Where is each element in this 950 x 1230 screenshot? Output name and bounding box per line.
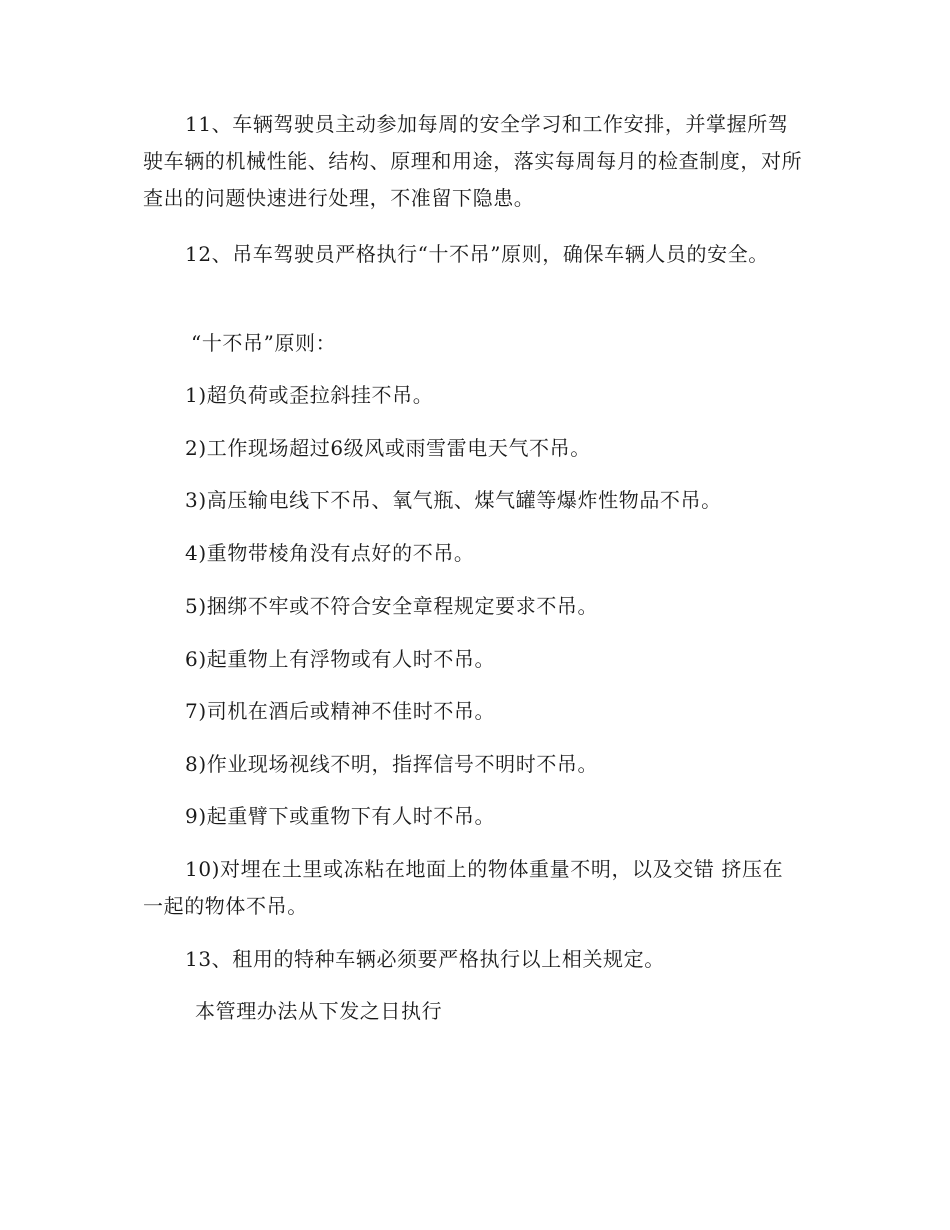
list-item-8: 8)作业现场视线不明，指挥信号不明时不吊。 bbox=[185, 752, 599, 776]
list-item-7: 7)司机在酒后或精神不佳时不吊。 bbox=[185, 699, 496, 723]
closing-statement: 本管理办法从下发之日执行 bbox=[195, 999, 443, 1023]
list-item-4: 4)重物带棱角没有点好的不吊。 bbox=[185, 541, 475, 565]
list-item-1: 1)超负荷或歪拉斜挂不吊。 bbox=[185, 383, 434, 407]
list-item-9: 9)起重臂下或重物下有人时不吊。 bbox=[185, 804, 496, 828]
list-item-2: 2)工作现场超过6级风或雨雪雷电天气不吊。 bbox=[185, 436, 591, 460]
list-item-10: 10)对埋在土里或冻粘在地面上的物体重量不明，以及交错 挤压在一起的物体不吊。 bbox=[143, 857, 784, 918]
list-item-3: 3)高压输电线下不吊、氧气瓶、煤气罐等爆炸性物品不吊。 bbox=[185, 488, 722, 512]
principle-heading: “十不吊”原则： bbox=[191, 331, 337, 355]
paragraph-11: 11、车辆驾驶员主动参加每周的安全学习和工作安排，并掌握所驾驶车辆的机械性能、结构、原理和用途，落实每周每月的检查制度，对所查出的问题快速进行处理，不准留下隐患。 bbox=[143, 112, 803, 210]
list-item-6: 6)起重物上有浮物或有人时不吊。 bbox=[185, 647, 496, 671]
paragraph-12: 12、吊车驾驶员严格执行“十不吊”原则，确保车辆人员的安全。 bbox=[185, 242, 769, 266]
list-item-5: 5)捆绑不牢或不符合安全章程规定要求不吊。 bbox=[185, 594, 599, 618]
paragraph-13: 13、租用的特种车辆必须要严格执行以上相关规定。 bbox=[185, 947, 665, 971]
